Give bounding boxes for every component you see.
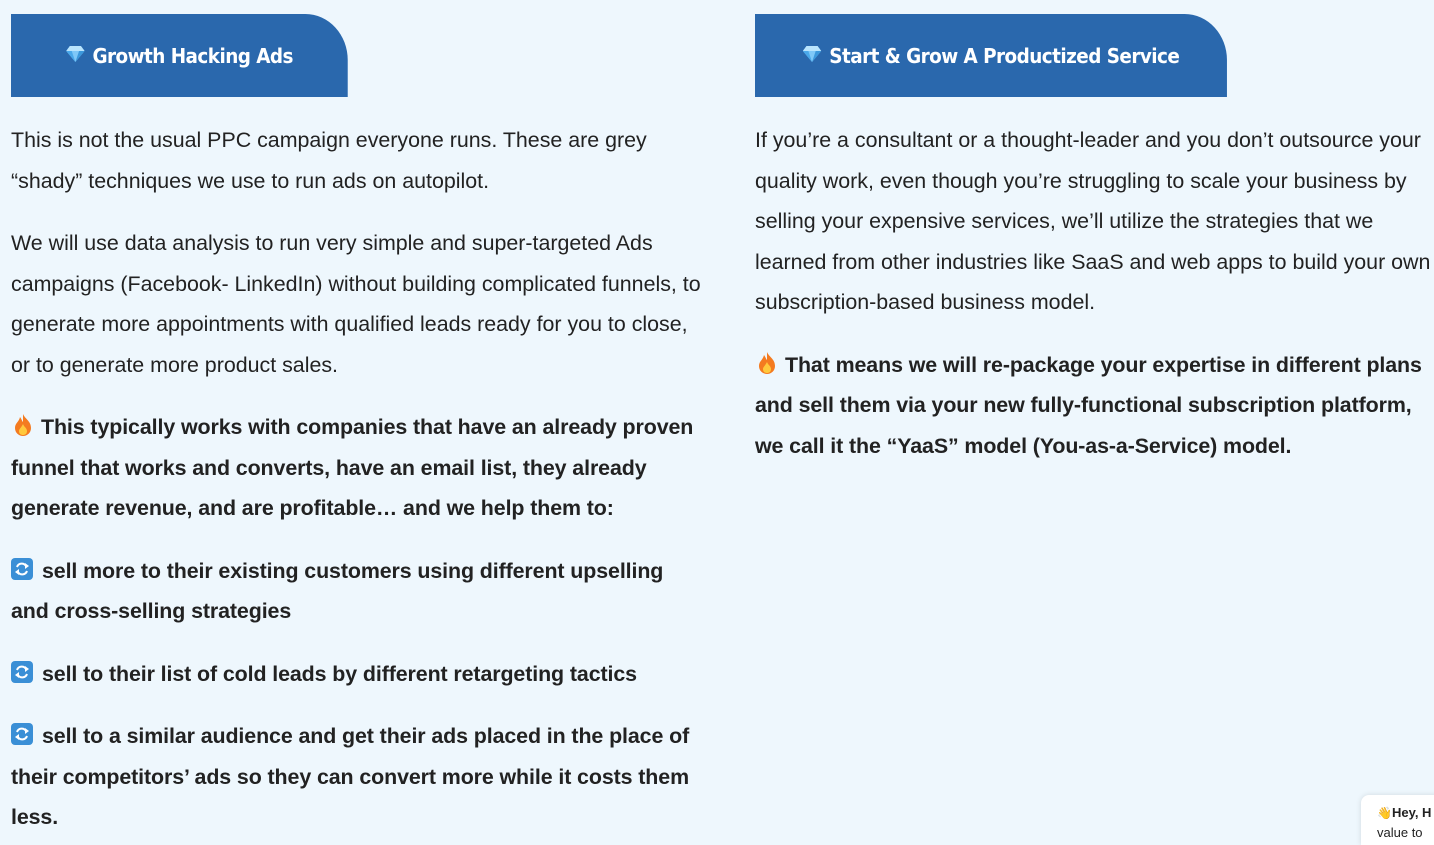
highlight-paragraph: [755, 345, 1434, 467]
list-item-text: sell to their list of cold leads by different retargeting tactics: [42, 661, 637, 686]
highlight-text: That means we will re-package your expertise in different plans and sell them via your new fully-functional subscription platform, we call it the “YaaS” model (You-as-a-Service) model.: [755, 352, 1422, 458]
list-item: [11, 716, 701, 838]
wave-icon: 👋: [1377, 806, 1392, 820]
gem-icon: [66, 45, 84, 63]
description-paragraph: We will use data analysis to run very simple and super-targeted Ads campaigns (Facebook- LinkedIn) without building complicated funnels, to generate more appointments with qualified leads ready for you to close, or to generate more product sales.: [11, 231, 701, 377]
fire-icon: [11, 413, 35, 437]
chat-greeting: Hey, H: [1391, 805, 1432, 820]
list-item-text: sell more to their existing customers using different upselling and cross-selling strategies: [11, 558, 664, 623]
intro-paragraph: This is not the usual PPC campaign everyone runs. These are grey “shady” techniques we use to run ads on autopilot.: [11, 128, 647, 193]
cycle-icon: [11, 661, 33, 683]
chat-message: value to: [1377, 825, 1423, 840]
list-item: [11, 551, 701, 632]
tab-title: Growth Hacking Ads: [92, 43, 293, 68]
gem-icon: [803, 45, 821, 63]
list-item: [11, 654, 701, 695]
cycle-icon: [11, 723, 33, 745]
tab-productized-service[interactable]: [755, 14, 1227, 97]
service-card-productized-service: [755, 14, 1434, 466]
tab-title: Start & Grow A Productized Service: [829, 43, 1180, 68]
list-item-text: sell to a similar audience and get their ads placed in the place of their competitors’ ads so they can convert more while it costs them less.: [11, 724, 690, 829]
tab-growth-hacking-ads[interactable]: [11, 14, 348, 97]
cycle-icon: [11, 558, 33, 580]
highlight-text: This typically works with companies that have an already proven funnel that works and converts, have an email list, they already generate revenue, and are profitable… and we help them to:: [11, 415, 694, 520]
service-card-growth-hacking: [11, 14, 701, 838]
highlight-paragraph: [11, 407, 701, 529]
fire-icon: [755, 351, 779, 375]
intro-paragraph: If you’re a consultant or a thought-leader and you don’t outsource your quality work, even though you’re struggling to scale your business by selling your expensive services, we’ll utilize the strategies that we learned from other industries like SaaS and web apps to build your own subscription-based business model.: [755, 128, 1431, 314]
